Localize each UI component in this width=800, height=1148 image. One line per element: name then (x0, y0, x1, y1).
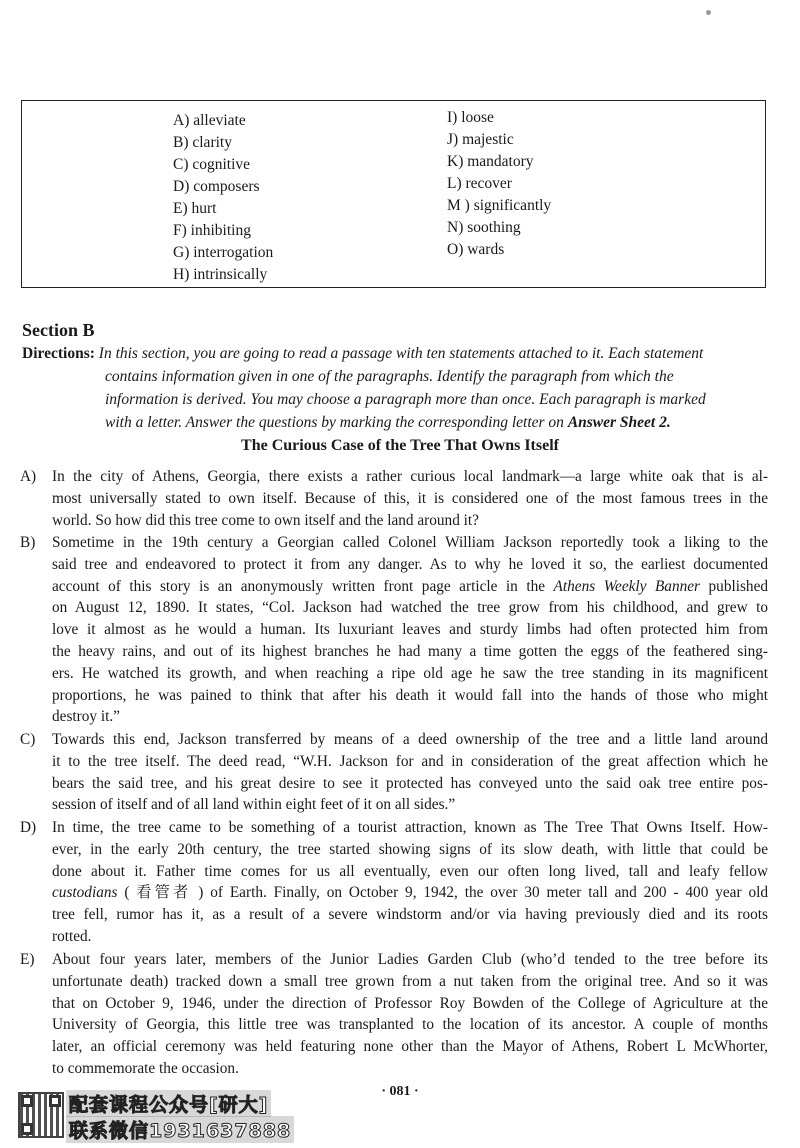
paragraph-label: E) (20, 951, 35, 968)
paragraph-line: world. So how did this tree come to own itself and the land around it? (52, 511, 479, 529)
paragraph-a (20, 466, 768, 531)
word-option: B) clarity (173, 134, 232, 151)
directions-text: with a letter. Answer the questions by marking the corresponding letter on (105, 414, 568, 431)
paragraph-line: proportions, he was pained to think that after his death it would fall into the hands of those who might (52, 686, 768, 704)
paragraph-line: session of itself and of all land within eight feet of it on all sides.” (52, 796, 456, 814)
page-number: · 081 · (381, 1084, 419, 1099)
qr-code-icon (18, 1092, 64, 1138)
directions (22, 342, 767, 434)
word-bank-left-column (173, 110, 273, 286)
paragraph-line: destroy it.” (52, 708, 120, 726)
paragraph-e (20, 949, 768, 1080)
italic-term: custodians (52, 884, 118, 902)
paragraph-line: done about it. Father time comes for us all eventually, even our often long lived, tall and leafy fellow (52, 862, 768, 880)
passage-title: The Curious Case of the Tree That Owns Itself (241, 437, 559, 454)
paragraph-line: said tree and endeavored to protect it from any danger. As to why he loved it so, the earliest documented (52, 555, 768, 573)
paragraph-d (20, 817, 768, 948)
paragraph-line: Sometime in the 19th century a Georgian called Colonel William Jackson reportedly took a liking to the (52, 534, 768, 551)
watermark (18, 1090, 318, 1144)
paragraph-text: account of this story is an anonymously written front page article in the (52, 577, 554, 595)
paragraph-line: unfortunate death) tracked down a small tree grown from a nut taken from the original tree. And so it was (52, 972, 768, 990)
paragraph-line: it to the tree itself. The deed read, “W.H. Jackson for and in consideration of the great affection which he (52, 752, 768, 770)
paragraph-line: that on October 9, 1946, under the direction of Professor Roy Bowden of the College of Agriculture at the (52, 994, 768, 1012)
paragraph-line: In the city of Athens, Georgia, there exists a rather curious local landmark—a large white oak that is al- (52, 468, 768, 485)
word-option: C) cognitive (173, 156, 251, 173)
word-bank-right-column (447, 107, 551, 261)
corner-dot (706, 10, 711, 15)
directions-text: contains information given in one of the paragraphs. Identify the paragraph from which the (105, 368, 674, 385)
paragraph-line (52, 576, 768, 598)
paragraph-text: published (700, 577, 769, 595)
paragraph-label: B) (20, 534, 36, 551)
word-option: E) hurt (173, 200, 217, 217)
paragraph-line: bears the said tree, and his great desire to see it protected has conveyed unto the said oak tree entire pos- (52, 774, 768, 792)
paragraph-line: ever, in the early 20th century, the tree started showing signs of its slow death, with little that could be (52, 840, 768, 858)
section-title: Section B (22, 320, 95, 340)
word-option: L) recover (447, 175, 512, 192)
paragraph-line: Towards this end, Jackson transferred by means of a deed ownership of the tree and a little land around (52, 731, 768, 748)
word-option: O) wards (447, 241, 505, 258)
paragraph-line: love it almost as he would a human. Its luxuriant leaves and sturdy limbs had often protected him from (52, 621, 768, 639)
word-option: A) alleviate (173, 112, 246, 129)
word-option: F) inhibiting (173, 222, 251, 239)
directions-text: information is derived. You may choose a paragraph more than once. Each paragraph is marked (105, 391, 706, 408)
paragraph-c (20, 729, 768, 816)
paragraph-line: rotted. (52, 927, 92, 945)
paragraph-label: A) (20, 468, 37, 485)
word-bank-box (21, 100, 766, 288)
paragraph-line: ers. He watched its growth, and when reaching a ripe old age he saw the tree standing in its magnificent (52, 664, 768, 682)
paragraph-line: In time, the tree came to be something of a tourist attraction, known as The Tree That Owns Itself. How- (52, 819, 768, 836)
directions-text: In this section, you are going to read a passage with ten statements attached to it. Each statement (94, 345, 704, 362)
paragraph-line: to commemorate the occasion. (52, 1059, 239, 1077)
directions-label: Directions: (22, 345, 95, 362)
word-option: K) mandatory (447, 153, 534, 170)
paragraph-b (20, 532, 768, 728)
paragraph-line: on August 12, 1890. It states, “Col. Jackson had watched the tree grow from his childhood, and grew to (52, 599, 768, 617)
watermark-line-1: 配套课程公众号[研大] (66, 1090, 271, 1117)
word-option: D) composers (173, 178, 260, 195)
watermark-line-2: 联系微信1931637888 (66, 1116, 294, 1143)
word-option: M ) significantly (447, 197, 552, 214)
word-option: I) loose (447, 109, 494, 126)
word-option: J) majestic (447, 131, 514, 148)
word-option: N) soothing (447, 219, 521, 236)
paragraph-line: About four years later, members of the Junior Ladies Garden Club (who’d tended to the tree before its (52, 951, 768, 968)
paragraph-label: C) (20, 731, 36, 748)
paragraph-line: later, an official ceremony was held featuring none other than the Mayor of Athens, Robert L McWhorter, (52, 1038, 768, 1056)
newspaper-title: Athens Weekly Banner (553, 577, 700, 595)
answer-sheet-reference: Answer Sheet 2. (567, 414, 671, 431)
paragraph-text: ( 看管者 ) of Earth. Finally, on October 9, 1942, the over 30 meter tall and 200 - 400 year old (117, 884, 768, 902)
word-option: H) intrinsically (173, 266, 268, 283)
paragraph-line: most universally stated to own itself. Because of this, it is considered one of the most famous trees in the (52, 489, 768, 507)
word-option: G) interrogation (173, 244, 274, 261)
paragraph-line: the heavy rains, and out of its highest branches he had many a time gotten the eggs of the feathered sing- (52, 642, 768, 660)
paragraph-line: University of Georgia, this little tree was transplanted to the location of its ancestor. A couple of months (52, 1016, 768, 1034)
paragraph-label: D) (20, 819, 37, 836)
paragraph-line (52, 882, 768, 904)
paragraph-line: tree fell, rumor has it, as a result of a severe windstorm and/or via having previously died and its roots (52, 906, 768, 924)
